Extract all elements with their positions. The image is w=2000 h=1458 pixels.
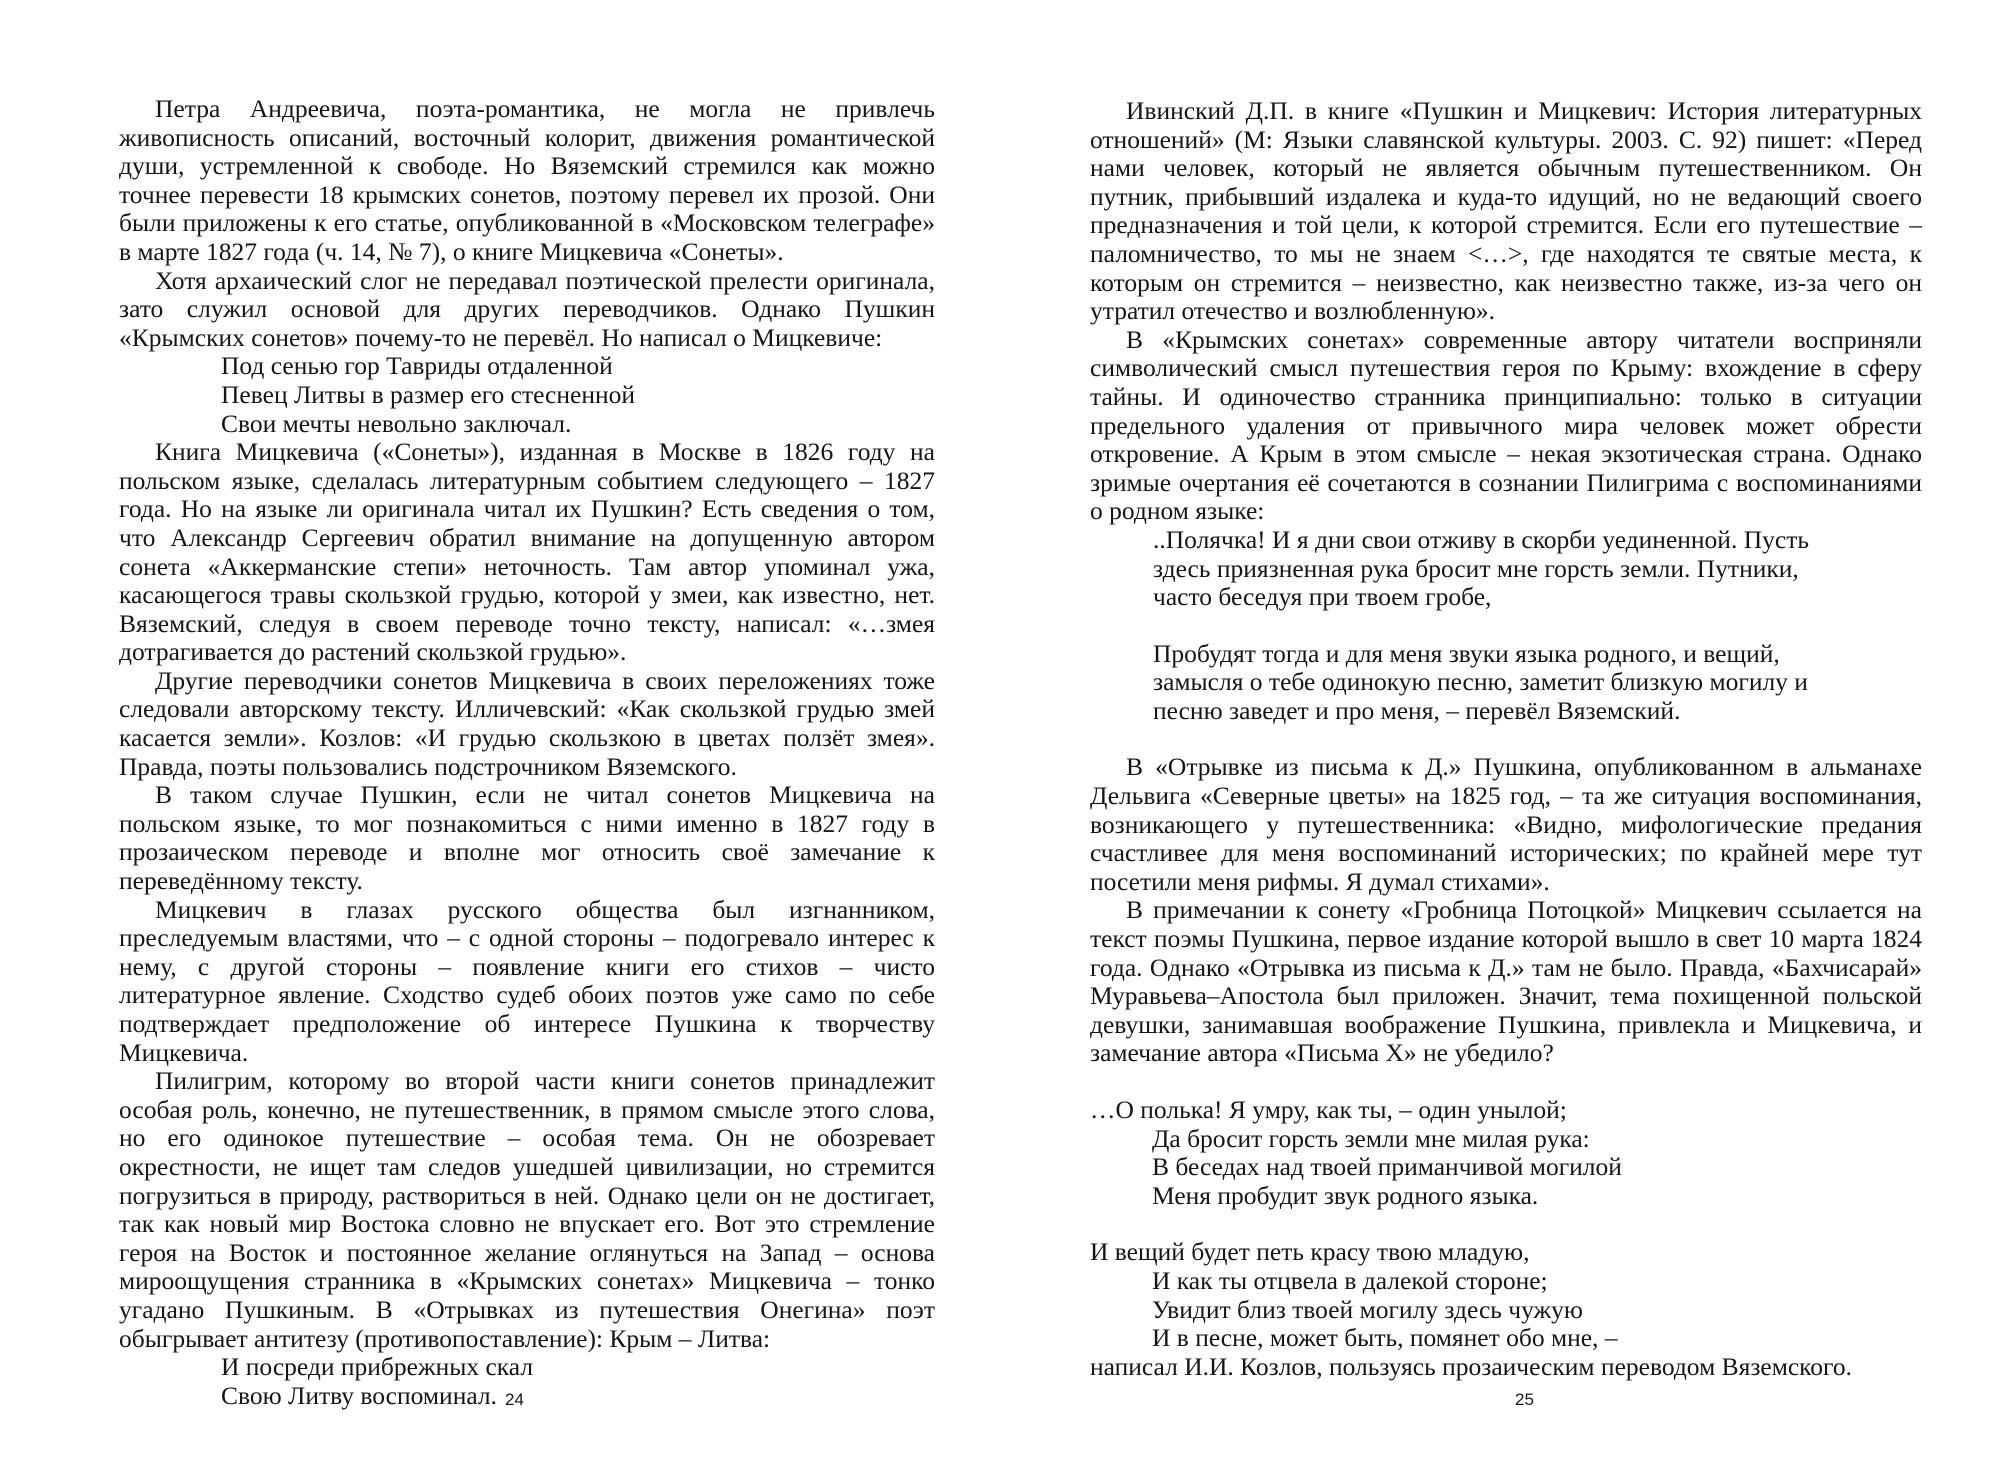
verse-line: часто беседуя при твоем гробе, <box>1153 582 1492 612</box>
page-number-right: 25 <box>1515 1390 1534 1409</box>
verse-line: И как ты отцвела в далекой стороне; <box>1152 1265 1548 1295</box>
verse-line: Да бросит горсть земли мне милая рука: <box>1152 1123 1590 1153</box>
blank-line <box>1090 725 1922 753</box>
paragraph: Хотя архаический слог не передавал поэтической прелести оригинала, зато служил основой для других переводчиков. Однако Пушкин «Крымских сонетов» почему-то не перевёл. Но написал о Мицкевиче: <box>119 265 935 352</box>
blank-line <box>1090 612 1922 640</box>
verse-line: Пробудят тогда и для меня звуки языка родного, и вещий, <box>1153 638 1780 668</box>
blank-line <box>1090 1210 1922 1238</box>
verse-line: И посреди прибрежных скал <box>221 1352 534 1382</box>
paragraph: Пилигрим, которому во второй части книги сонетов принадлежит особая роль, конечно, не путешественник, в прямом смысле этого слова, но его одинокое путешествие – особая тема. Он не обозревает окрестности, не ищет там следов ушедшей цивилизации, но стремится погрузиться в природу, раствориться в ней. Однако цели он не достигает, так как новый мир Востока словно не впускает его. Вот это стремление героя на Восток и постоянное желание оглянуться на Запад – основа мироощущения странника в «Крымских сонетах» Мицкевича – тонко угадано Пушкиным. В «Отрывках из путешествия Онегина» поэт обыгрывает антитезу (противопоставление): Крым – Литва: <box>119 1066 935 1353</box>
verse-line: песню заведет и про меня, – перевёл Вяземский. <box>1153 695 1681 725</box>
verse-line: Свою Литву воспоминал. <box>221 1380 497 1410</box>
verse-quote <box>119 1353 935 1410</box>
verse-line: И вещий будет петь красу твою младую, <box>1090 1237 1530 1267</box>
paragraph: Другие переводчики сонетов Мицкевича в своих переложениях тоже следовали авторскому тексту. Илличевский: «Как скользкой грудью змей касается земли». Козлов: «И грудью скользкою в цветах ползёт змея». Правда, поэты пользовались подстрочником Вяземского. <box>119 665 935 781</box>
verse-line: замысля о тебе одинокую песню, заметит близкую могилу и <box>1153 667 1808 697</box>
paragraph: В таком случае Пушкин, если не читал сонетов Мицкевича на польском языке, то мог познакомиться с ними именно в 1827 году в прозаическом переводе и вполне мог относить своё замечание к переведённому тексту. <box>119 780 935 896</box>
verse-line: Под сенью гор Тавриды отдаленной <box>221 351 613 381</box>
paragraph: В «Крымских сонетах» современные автору читатели восприняли символический смысл путешествия героя по Крыму: вхождение в сферу тайны. И одиночество странника принципиально: только в ситуации предельного удаления от привычного мира человек может обрести откровение. А Крым в этом смысле – некая экзотическая страна. Однако зримые очертания её сочетаются в сознании Пилигрима с воспоминаниями о родном языке: <box>1090 324 1922 526</box>
left-page <box>0 0 990 1458</box>
verse-line: Певец Литвы в размер его стесненной <box>221 379 636 409</box>
verse-line: Свои мечты невольно заключал. <box>221 408 572 438</box>
paragraph: Мицкевич в глазах русского общества был изгнанником, преследуемым властями, что – с одной стороны – подогревало интерес к нему, с другой стороны – появление книги его стихов – чисто литературное явление. Сходство судеб обоих поэтов уже само по себе подтверждает предположение об интересе Пушкина к творчеству Мицкевича. <box>119 894 935 1067</box>
verse-line: В беседах над твоей приманчивой могилой <box>1152 1152 1622 1182</box>
verse-line: Меня пробудит звук родного языка. <box>1152 1180 1539 1210</box>
verse-line: …О полька! Я умру, как ты, – один унылой; <box>1090 1095 1567 1124</box>
verse-line: И в песне, может быть, помянет обо мне, – <box>1152 1323 1618 1353</box>
left-page-text <box>119 95 935 1410</box>
paragraph: В «Отрывке из письма к Д.» Пушкина, опубликованном в альманахе Дельвига «Северные цветы» на 1825 год, – та же ситуация воспоминания, возникающего у путешественника: «Видно, мифологические предания счастливее для меня воспоминаний исторических; по крайней мере тут посетили меня рифмы. Я думал стихами». <box>1090 752 1922 896</box>
page-number-left: 24 <box>505 1390 524 1409</box>
paragraph: написал И.И. Козлов, пользуясь прозаическим переводом Вяземского. <box>1090 1351 1852 1381</box>
verse-quote <box>119 352 935 438</box>
right-page <box>1000 0 2000 1458</box>
verse-line: ..Полячка! И я дни свои отживу в скорби уединенной. Пусть <box>1153 524 1809 554</box>
paragraph: Ивинский Д.П. в книге «Пушкин и Мицкевич: История литературных отношений» (М: Языки славянской культуры. 2003. С. 92) пишет: «Перед нами человек, который не является обычным путешественником. Он путник, прибывший издалека и куда-то идущий, но не ведающий своего предназначения и той цели, к которой стремится. Если его путешествие – паломничество, то мы не знаем <…>, где находятся те святые места, к которым он стремится – неизвестно, как неизвестно также, из-за чего он утратил отечество и возлюбленную». <box>1090 96 1922 326</box>
blank-line <box>1090 1068 1922 1096</box>
verse-quote <box>1090 1096 1922 1210</box>
verse-line: здесь приязненная рука бросит мне горсть земли. Путники, <box>1153 553 1799 583</box>
verse-quote <box>1090 1238 1922 1352</box>
right-page-text <box>1090 97 1922 1381</box>
paragraph: В примечании к сонету «Гробница Потоцкой» Мицкевич ссылается на текст поэмы Пушкина, первое издание которой вышло в свет 10 марта 1824 года. Однако «Отрывка из письма к Д.» там не было. Правда, «Бахчисарай» Муравьева–Апостола был приложен. Значит, тема похищенной польской девушки, занимавшая воображение Пушкина, привлекла и Мицкевича, и замечание автора «Письма Х» не убедило? <box>1090 895 1922 1068</box>
verse-quote <box>1090 526 1922 612</box>
verse-line: Увидит близ твоей могилу здесь чужую <box>1152 1294 1583 1324</box>
verse-quote <box>1090 640 1922 726</box>
paragraph: Петра Андреевича, поэта-романтика, не могла не привлечь живописность описаний, восточный колорит, движения романтической души, устремленной к свободе. Но Вяземский стремился как можно точнее перевести 18 крымских сонетов, поэтому перевел их прозой. Они были приложены к его статье, опубликованной в «Московском телеграфе» в марте 1827 года (ч. 14, № 7), о книге Мицкевича «Сонеты». <box>119 94 935 266</box>
paragraph: Книга Мицкевича («Сонеты»), изданная в Москве в 1826 году на польском языке, сделалась литературным событием следующего – 1827 года. Но на языке ли оригинала читал их Пушкин? Есть сведения о том, что Александр Сергеевич обратил внимание на допущенную автором сонета «Аккерманские степи» неточность. Там автор упоминал ужа, касающегося травы скользкой грудью, которой у змеи, как известно, нет. Вяземский, следуя в своем переводе точно тексту, написал: «…змея дотрагивается до растений скользкой грудью». <box>119 437 935 667</box>
